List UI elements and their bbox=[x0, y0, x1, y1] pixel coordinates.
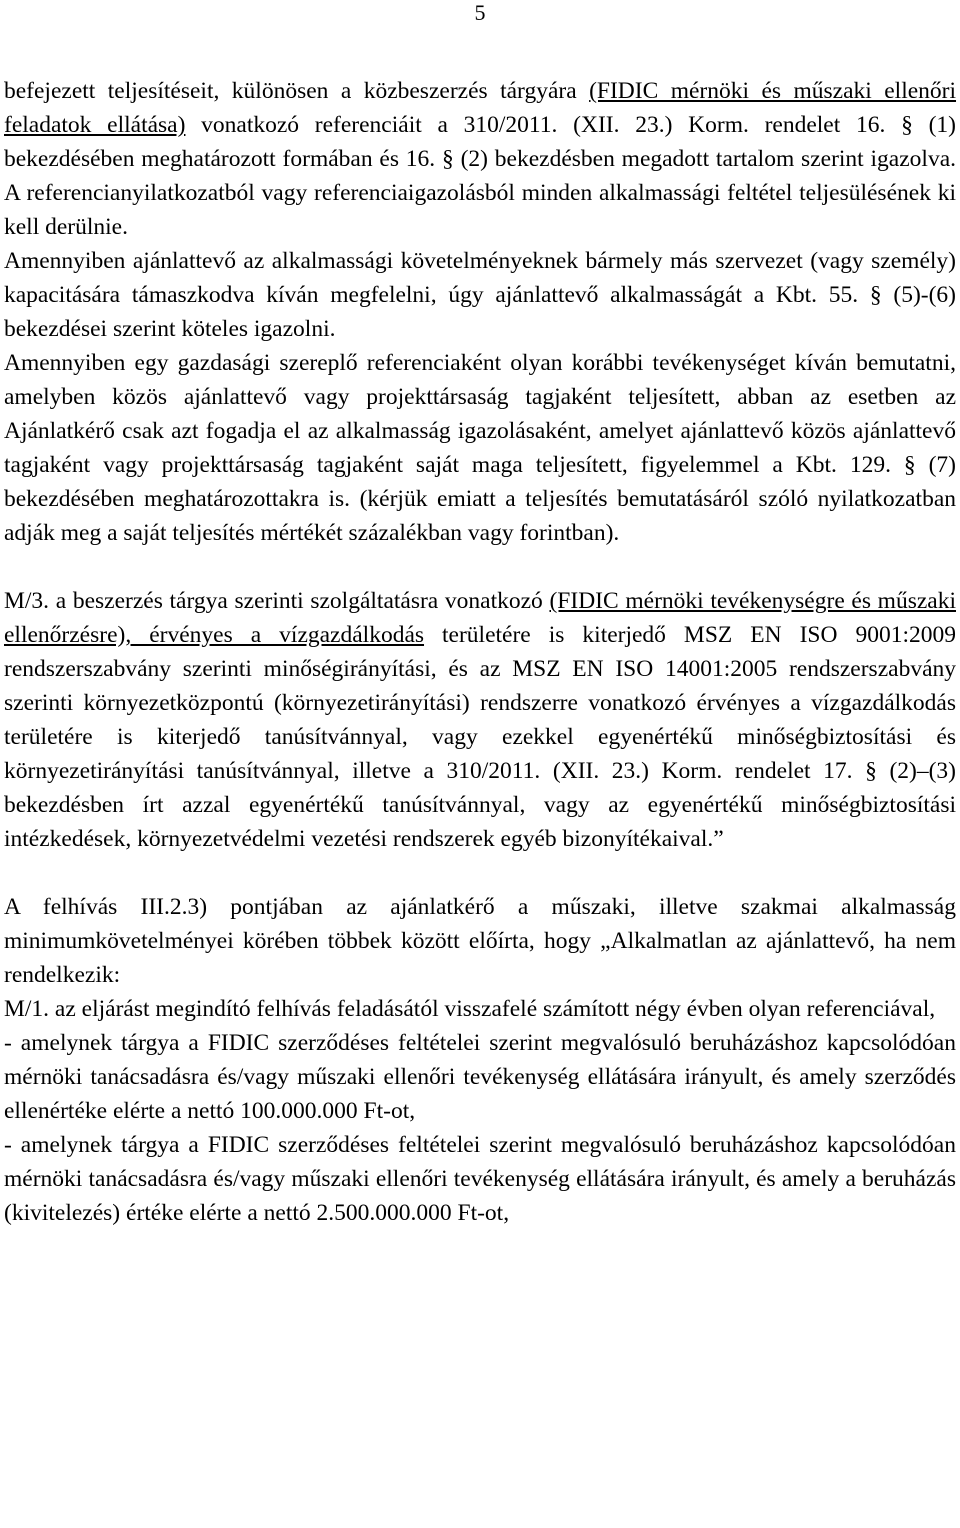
underlined-text: (FIDIC mérnöki tevékenységre és műszaki ellenőrzésre), érvényes a vízgazdálkodás bbox=[4, 588, 956, 648]
list-item-reference-100m: - amelynek tárgya a FIDIC szerződéses feltételei szerint megvalósuló beruházáshoz kapcsolódóan mérnöki tanácsadásra és/vagy műszaki ellenőri tevékenység ellátására irányult, és amely szerződés ellenértéke elérte a nettó 100.000.000 Ft-ot, bbox=[4, 1030, 956, 1124]
underlined-text: (FIDIC mérnöki és műszaki ellenőri feladatok ellátása) bbox=[4, 78, 957, 138]
list-item-reference-2500m: - amelynek tárgya a FIDIC szerződéses feltételei szerint megvalósuló beruházáshoz kapcsolódóan mérnöki tanácsadásra és/vagy műszaki ellenőri tevékenység ellátására irányult, és amely a beruházás (kivitelezés) értéke elérte a nettó 2.500.000.000 Ft-ot, bbox=[4, 1132, 956, 1226]
text-segment: területére is kiterjedő MSZ EN ISO 9001:2009 rendszerszabvány szerinti minőségirányítási, és az MSZ EN ISO 14001:2005 rendszerszabvány szerinti környezetközpontú (környezetirányítási) rendszerre vonatkozó érvényes a vízgazdálkodás területére is kiterjedő tanúsítvánnyal, vagy ezekkel egyenértékű minőségbiztosítási és környezetirányítási tanúsítvánnyal, illetve a 310/2011. (XII. 23.) Korm. rendelet 17. § (2)–(3) bekezdésben írt azzal egyenértékű tanúsítvánnyal, vagy az egyenértékű minőségbiztosítási intézkedések, környezetvédelmi vezetési rendszerek egyéb bizonyítékaival.” bbox=[4, 622, 956, 852]
paragraph-reference-proof bbox=[4, 74, 956, 244]
paragraph-call-section: A felhívás III.2.3) pontjában az ajánlatkérő a műszaki, illetve szakmai alkalmasság minimumkövetelményei körében többek között előírta, hogy „Alkalmatlan az ajánlattevő, ha nem rendelkezik: bbox=[4, 894, 956, 988]
text-segment: M/3. a beszerzés tárgya szerinti szolgáltatásra vonatkozó bbox=[4, 588, 550, 614]
body-text bbox=[4, 74, 956, 1230]
paragraph-capacity-reliance: Amennyiben ajánlattevő az alkalmassági követelményeknek bármely más szervezet (vagy személy) kapacitására támaszkodva kíván megfelelni, úgy ajánlattevő alkalmasságát a Kbt. 55. § (5)-(6) bekezdései szerint köteles igazolni. bbox=[4, 248, 956, 342]
text-segment: befejezett teljesítéseit, különösen a közbeszerzés tárgyára bbox=[4, 78, 590, 104]
paragraph-spacer bbox=[4, 856, 956, 890]
paragraph-joint-tenderer: Amennyiben egy gazdasági szereplő referenciaként olyan korábbi tevékenységet kíván bemutatni, amelyben közös ajánlattevő vagy projekttársaság tagjaként teljesített, abban az esetben az Ajánlatkérő csak azt fogadja el az alkalmasság igazolásaként, amelyet ajánlattevő közös ajánlattevő tagjaként vagy projekttársaság tagjaként saját maga teljesített, figyelemmel a Kbt. 129. § (7) bekezdésében meghatározottakra is. (kérjük emiatt a teljesítés bemutatásáról szóló nyilatkozatban adják meg a saját teljesítés mértékét százalékban vagy forintban). bbox=[4, 350, 956, 546]
paragraph-spacer bbox=[4, 550, 956, 584]
page-number: 5 bbox=[474, 0, 486, 25]
text-segment: vonatkozó referenciáit a 310/2011. (XII. 23.) Korm. rendelet 16. § (1) bekezdésében meghatározott formában és 16. § (2) bekezdésben megadott tartalom szerint igazolva. A referencianyilatkozatból vagy referenciaigazolásból minden alkalmassági feltétel teljesülésének ki kell derülnie. bbox=[4, 112, 956, 240]
paragraph-m1-requirement: M/1. az eljárást megindító felhívás feladásától visszafelé számított négy évben olyan referenciával, bbox=[4, 996, 936, 1022]
paragraph-m3-requirement bbox=[4, 584, 956, 856]
